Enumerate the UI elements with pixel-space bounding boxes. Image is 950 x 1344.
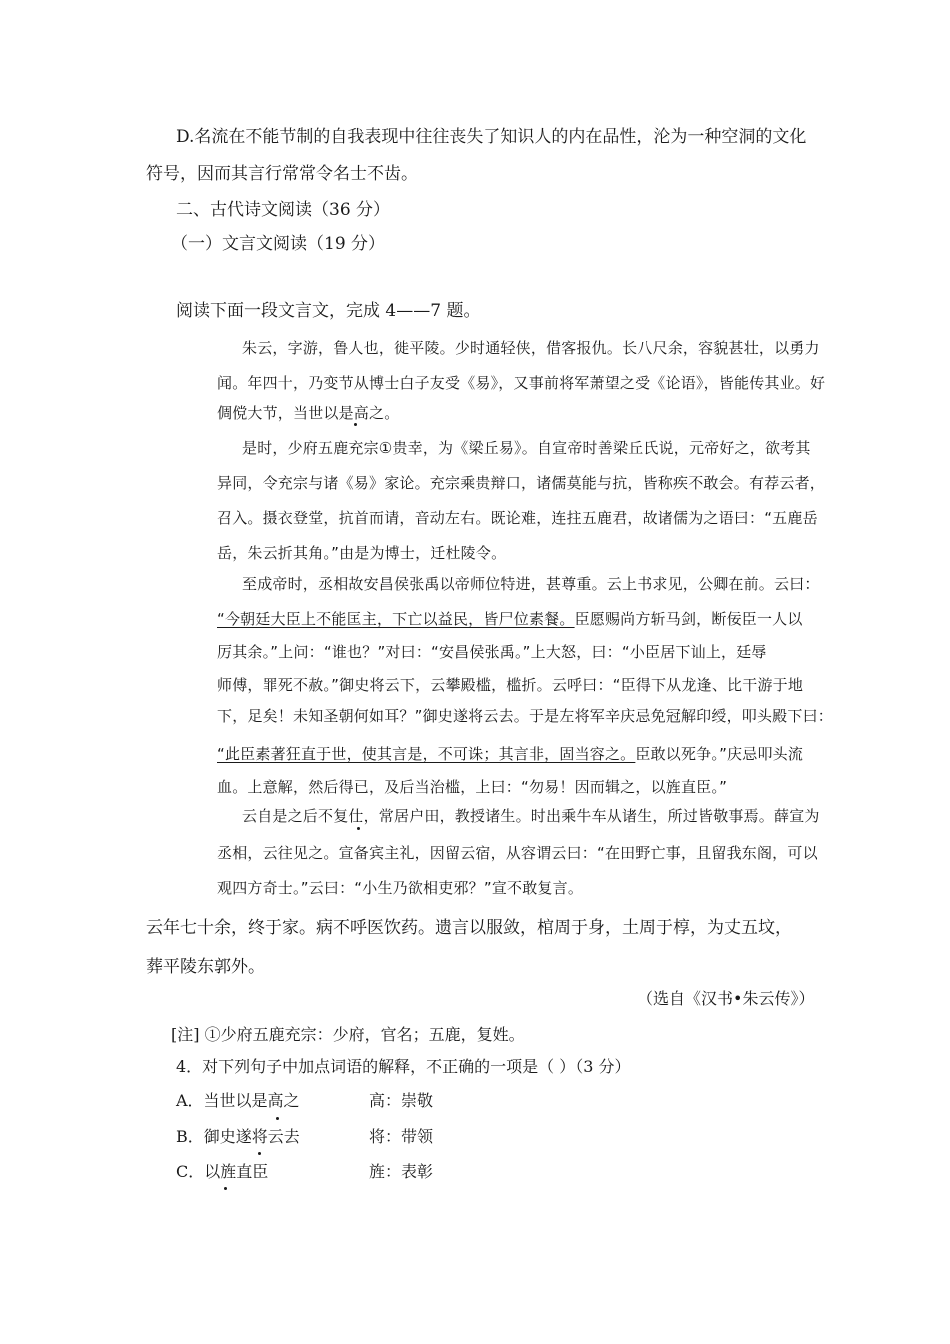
reading-instruction: 阅读下面一段文言文，完成 4——7 题。: [176, 301, 481, 321]
passage-p1-line3: 倜傥大节，当世以是高之。: [217, 404, 400, 422]
question-4-stem: 4．对下列句子中加点词语的解释，不正确的一项是（ ）（3 分）: [176, 1057, 631, 1076]
question-4-option-c: C．以旌直臣: [176, 1162, 269, 1181]
emphasis-dot: [224, 1187, 227, 1190]
passage-p3-line5: 下，足矣！未知圣朝何如耳？”御史遂将云去。于是左将军辛庆忌免冠解印绶，叩头殿下曰：: [217, 707, 833, 725]
passage-p2-line1: 是时，少府五鹿充宗①贵幸，为《梁丘易》。自宣帝时善梁丘氏说，元帝好之，欲考其: [242, 439, 811, 457]
passage-p3-line6: [217, 744, 803, 764]
question-4-option-c-gloss: 旌：表彰: [369, 1162, 434, 1181]
question-4-option-a-gloss: 高：崇敬: [369, 1091, 434, 1110]
option-d-line1: D.名流在不能节制的自我表现中往往丧失了知识人的内在品性，沦为一种空洞的文化: [176, 127, 807, 147]
passage-p2-line3: 召入。摄衣登堂，抗首而请，音动左右。既论难，连拄五鹿君，故诸儒为之语曰：“五鹿岳: [217, 509, 818, 527]
passage-source: （选自《汉书•朱云传》）: [637, 989, 815, 1008]
emphasis-dot: [354, 423, 357, 426]
underlined-sentence-2: “此臣素著狂直于世，使其言是，不可诛；其言非，固当容之。: [217, 745, 636, 763]
passage-p3-line2-rest: 臣愿赐尚方斩马剑，断佞臣一人以: [574, 610, 803, 628]
passage-p3-line6-rest: 臣敢以死争。”庆忌叩头流: [635, 745, 804, 763]
passage-p3-line2: [217, 609, 803, 629]
passage-p3-line7: 血。上意解，然后得已，及后当治槛，上曰：“勿易！因而辑之，以旌直臣。”: [217, 778, 728, 796]
passage-p2-line2: 异同，令充宗与诸《易》家论。充宗乘贵辩口，诸儒莫能与抗，皆称疾不敢会。有荐云者，: [217, 474, 826, 492]
question-4-option-b-gloss: 将：带领: [369, 1127, 434, 1146]
sub-heading: （一）文言文阅读（19 分）: [171, 234, 386, 254]
emphasis-dot: [276, 1117, 279, 1120]
passage-p3-line1: 至成帝时，丞相故安昌侯张禹以帝师位特进，甚尊重。云上书求见，公卿在前。云曰：: [242, 575, 820, 593]
emphasis-dot: [258, 1152, 261, 1155]
underlined-sentence-1: “今朝廷大臣上不能匡主，下亡以益民，皆尸位素餐。: [217, 610, 575, 628]
option-d-line2: 符号，因而其言行常常令名士不齿。: [146, 164, 418, 184]
section-heading: 二、古代诗文阅读（36 分）: [176, 200, 391, 220]
passage-p3-line3: 厉其余。”上问：“谁也？”对曰：“安昌侯张禹。”上大怒，曰：“小臣居下讪上，廷辱: [217, 643, 767, 661]
passage-p4-line1: 云自是之后不复仕，常居户田，教授诸生。时出乘牛车从诸生，所过皆敬事焉。薛宣为: [242, 807, 820, 825]
passage-p4-line2: 丞相，云往见之。宣备宾主礼，因留云宿，从容谓云曰：“在田野亡事，且留我东阁，可以: [217, 844, 818, 862]
emphasis-dot: [357, 827, 360, 830]
passage-p5-line1: 云年七十余，终于家。病不呼医饮药。遗言以服敛，棺周于身，土周于椁，为丈五坟，: [146, 918, 792, 938]
footnote: [注] ①少府五鹿充宗：少府，官名；五鹿，复姓。: [171, 1025, 525, 1044]
passage-p3-line4: 师傅，罪死不赦。”御史将云下，云攀殿槛，槛折。云呼曰：“臣得下从龙逢、比干游于地: [217, 676, 804, 694]
question-4-option-b: B．御史遂将云去: [176, 1127, 300, 1146]
question-4-option-a: A．当世以是高之: [176, 1091, 300, 1110]
passage-p1-line1: 朱 云 ， 字 游 ， 鲁 人 也 ， 徙 平 陵 。 少 时 通 轻 侠 ， 借 客 报 仇 。 长 八 尺 余 ， 容 貌 甚 壮 ， 以 勇 力: [242, 339, 820, 357]
passage-p1-line2: 闻。年四十，乃变节从博士白子友受《易》，又事前将军萧望之受《论语》，皆能传其业。好: [217, 374, 826, 392]
passage-p4-line3: 观四方奇士。”云曰：“小生乃欲相吏邪？”宣不敢复言。: [217, 879, 584, 897]
passage-p2-line4: 岳，朱云折其角。”由是为博士，迁杜陵令。: [217, 544, 507, 562]
passage-p5-line2: 葬平陵东郭外。: [146, 957, 265, 977]
